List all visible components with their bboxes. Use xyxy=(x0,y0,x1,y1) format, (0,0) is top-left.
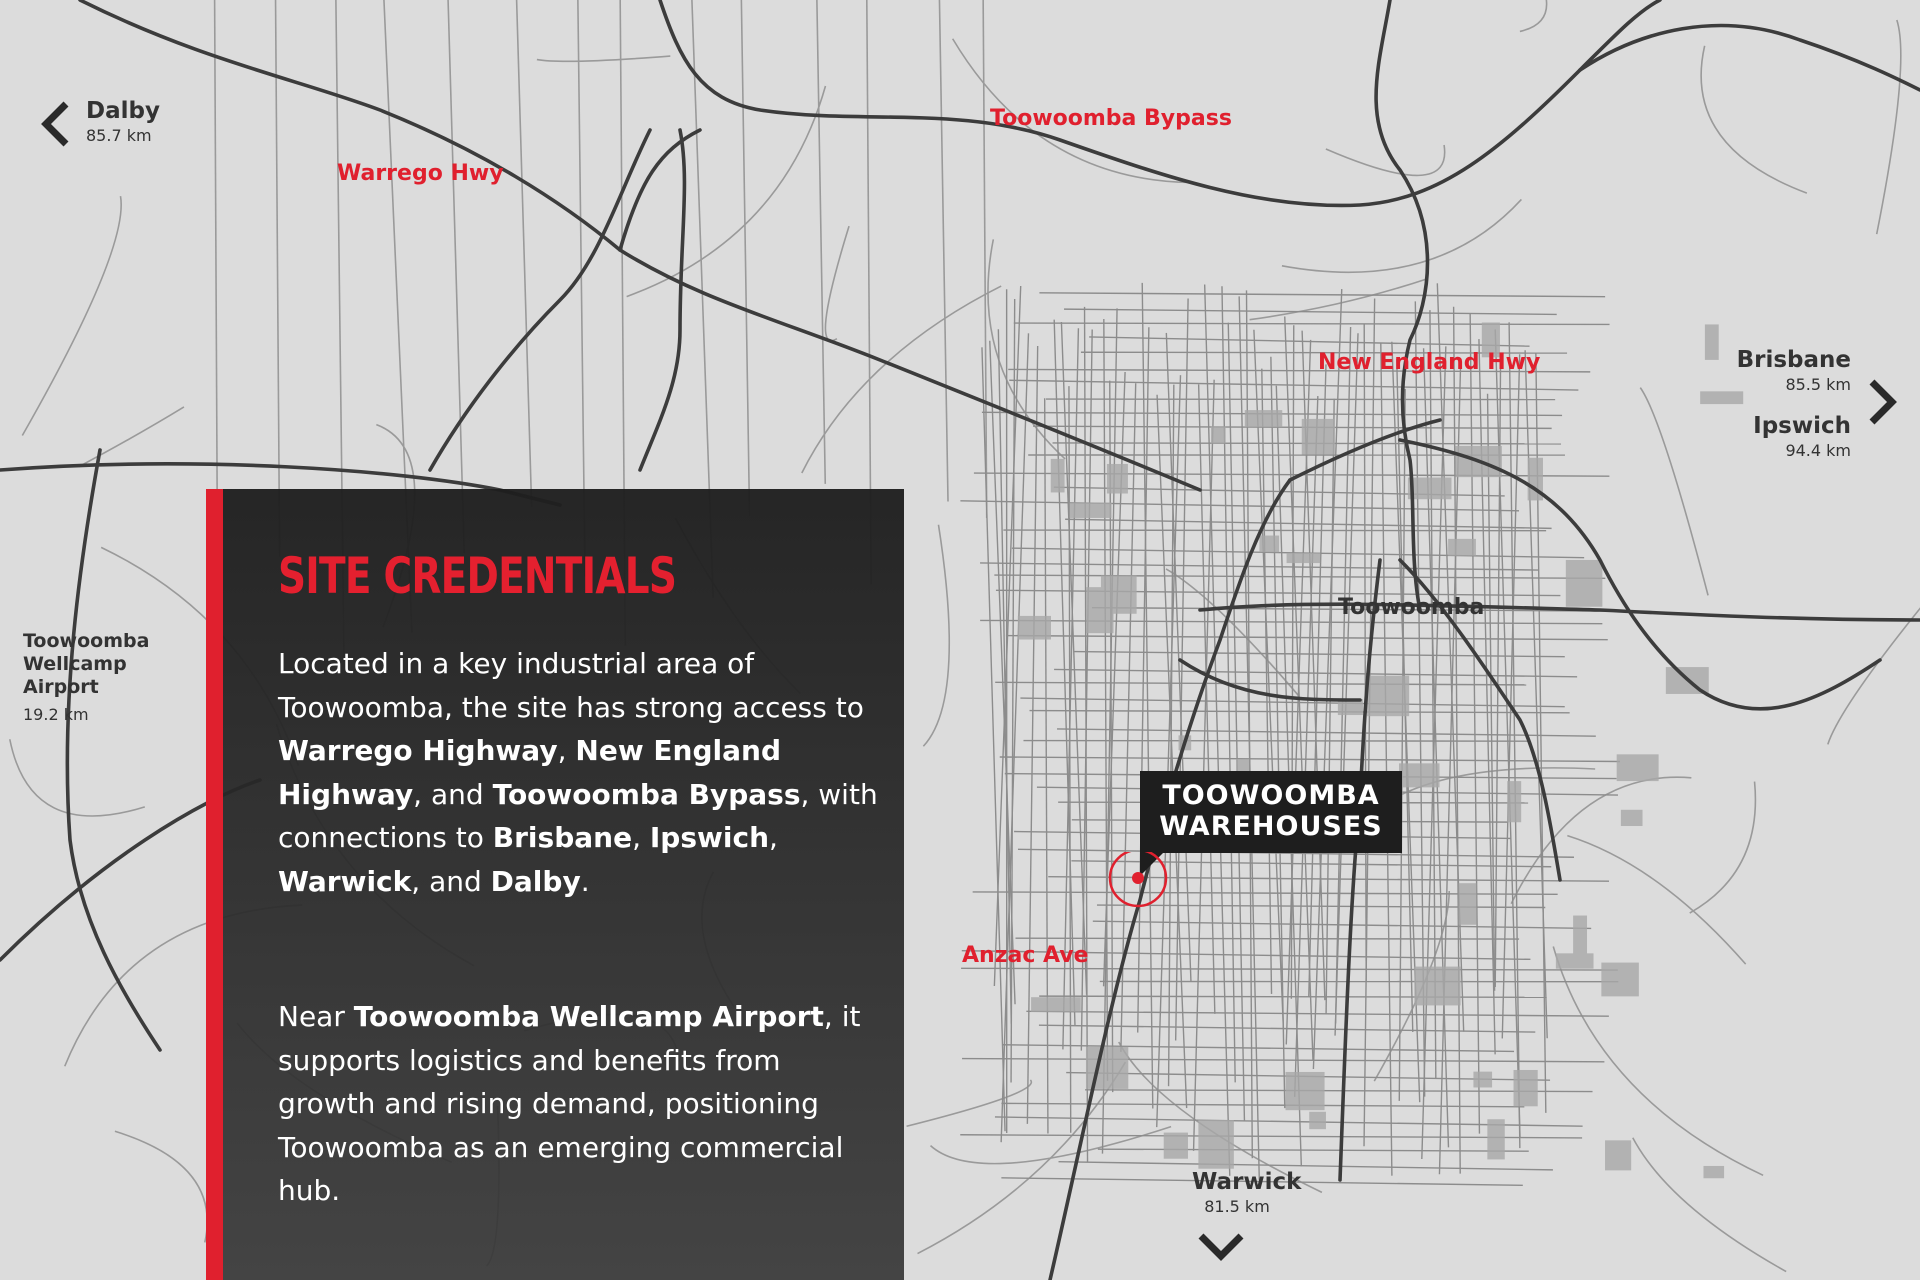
destination-distance: 85.5 km xyxy=(1785,375,1851,394)
road-label-warrego-hwy: Warrego Hwy xyxy=(337,161,504,186)
destination-dalby xyxy=(86,98,160,145)
destination-distance: 94.4 km xyxy=(1785,441,1851,460)
airport-label xyxy=(23,630,163,724)
destination-warwick xyxy=(1192,1169,1302,1216)
destination-distance: 85.7 km xyxy=(86,126,152,145)
road-label-new-england-hwy: New England Hwy xyxy=(1318,350,1541,375)
destination-name: Dalby xyxy=(86,98,160,124)
airport-distance: 19.2 km xyxy=(23,705,89,724)
destination-distance: 81.5 km xyxy=(1204,1197,1270,1216)
airport-name: Toowoomba Wellcamp Airport xyxy=(23,630,150,698)
callout-line-1: TOOWOOMBA xyxy=(1162,780,1380,811)
location-pin-icon[interactable] xyxy=(1106,852,1170,916)
road-label-toowoomba-bypass: Toowoomba Bypass xyxy=(990,106,1232,131)
panel-title: SITE CREDENTIALS xyxy=(278,547,677,605)
town-label-toowoomba: Toowoomba xyxy=(1338,595,1485,620)
chevron-right-icon[interactable] xyxy=(1866,378,1900,426)
destination-brisbane xyxy=(1737,347,1851,394)
destination-name: Brisbane xyxy=(1736,347,1851,373)
chevron-left-icon[interactable] xyxy=(38,100,72,148)
accent-bar xyxy=(206,489,223,1280)
site-credentials-panel xyxy=(206,489,904,1280)
site-callout[interactable] xyxy=(1140,771,1402,853)
road-label-anzac-ave: Anzac Ave xyxy=(962,943,1089,968)
callout-line-2: WAREHOUSES xyxy=(1159,811,1383,842)
description-paragraph-2: Near Toowoomba Wellcamp Airport, it supports logistics and benefits from growth and rising demand, positioning Toowoomba as an emerging commercial hub. xyxy=(278,1000,861,1207)
chevron-down-icon[interactable] xyxy=(1197,1230,1245,1264)
description-paragraph-1: Located in a key industrial area of Toowoomba, the site has strong access to Warrego Highway, New England Highway, and Toowoomba Bypass, with connections to Brisbane, Ipswich, Warwick, and Dalby. xyxy=(278,647,878,898)
destination-ipswich xyxy=(1753,413,1851,460)
destination-name: Warwick xyxy=(1192,1169,1302,1195)
destination-name: Ipswich xyxy=(1753,413,1851,439)
